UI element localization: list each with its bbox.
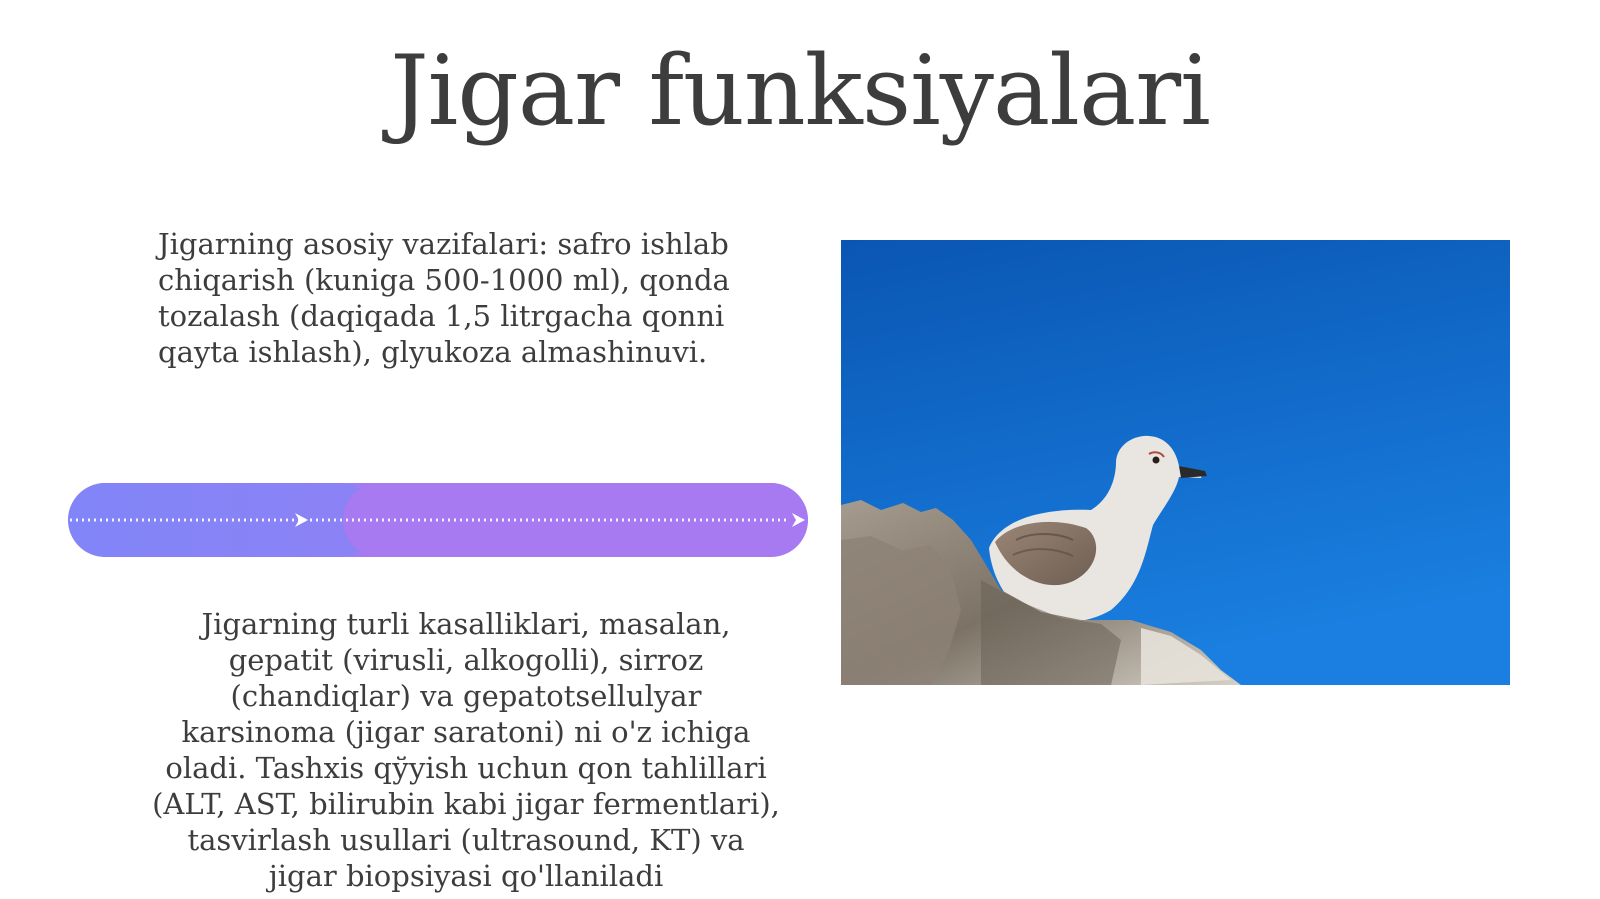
seagull-illustration (841, 240, 1510, 685)
paragraph-liver-functions: Jigarning asosiy vazifalari: safro ishlab chiqarish (kuniga 500-1000 ml), qonda tozalash (daqiqada 1,5 litrgacha qonni qayta ishlash), glyukoza almashinuvi. (158, 227, 730, 369)
arrow-head-icon (792, 513, 805, 527)
timeline-dotted-line (68, 483, 808, 557)
timeline-bar (68, 483, 808, 557)
slide-title: Jigar funksiyalari (390, 35, 1210, 147)
arrow-head-icon (295, 513, 308, 527)
paragraph-liver-diseases: Jigarning turli kasalliklari, masalan, gepatit (virusli, alkogolli), sirroz (chandiqlar) va gepatotsellulyar karsinoma (jigar saratoni) ni o'z ichiga oladi. Tashxis qўyish uchun qon tahlillari (ALT, AST, bilirubin kabi jigar fermentlari), tasvirlash usullari (ultrasound, KT) va jigar biopsiyasi qo'llaniladi (152, 607, 780, 893)
seagull-photo (841, 240, 1510, 685)
